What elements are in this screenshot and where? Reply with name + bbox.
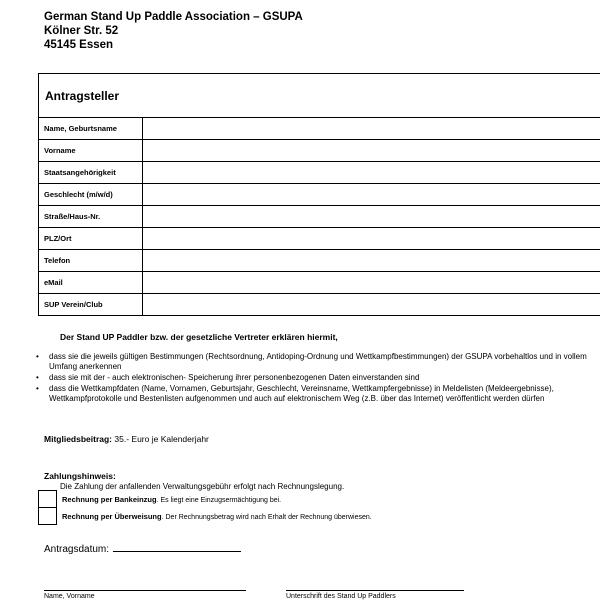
payment-option-transfer[interactable] [38, 507, 372, 525]
field-label: Straße/Haus-Nr. [39, 206, 143, 227]
transfer-desc: . Der Rechnungsbetrag wird nach Erhalt der Rechnung überwiesen. [161, 513, 372, 521]
form-row-phone [39, 250, 600, 272]
form-row-gender [39, 184, 600, 206]
declaration-list [36, 352, 588, 405]
org-street: Kölner Str. 52 [44, 25, 119, 37]
zip-city-field[interactable] [143, 228, 600, 249]
declaration-intro: Der Stand UP Paddler bzw. der gesetzliche Vertreter erklären hiermit, [60, 332, 338, 342]
transfer-checkbox[interactable] [38, 507, 57, 525]
name-signature-line[interactable] [44, 590, 246, 591]
nationality-field[interactable] [143, 162, 600, 183]
membership-fee [44, 434, 209, 444]
fee-value: 35.- Euro je Kalenderjahr [114, 434, 209, 444]
phone-field[interactable] [143, 250, 600, 271]
paddler-signature-line[interactable] [286, 590, 464, 591]
list-item: • dass sie die jeweils gültigen Bestimmungen (Rechtsordnung, Antidoping-Ordnung und Wettkampfbestimmungen) der GSUPA vorbehaltlos und in vollem Umfang anerkennen [36, 352, 588, 372]
street-field[interactable] [143, 206, 600, 227]
field-label: Staatsangehörigkeit [39, 162, 143, 183]
field-label: Telefon [39, 250, 143, 271]
form-row-club [39, 294, 600, 315]
field-label: Name, Geburtsname [39, 118, 143, 139]
payment-option-debit[interactable] [38, 490, 281, 508]
applicant-form [38, 73, 600, 316]
date-field[interactable] [113, 551, 241, 552]
paddler-signature-label: Unterschrift des Stand Up Paddlers [286, 593, 396, 600]
payment-title: Zahlungshinweis: [44, 471, 116, 481]
form-row-name [39, 118, 600, 140]
field-label: SUP Verein/Club [39, 294, 143, 315]
list-item: • dass sie mit der - auch elektronischen- Speicherung ihrer personenbezogenen Daten einverstanden sind [36, 373, 588, 383]
form-row-street [39, 206, 600, 228]
firstname-field[interactable] [143, 140, 600, 161]
form-row-email [39, 272, 600, 294]
debit-label: Rechnung per Bankeinzug [62, 494, 157, 504]
application-date [44, 544, 241, 555]
form-row-zip-city [39, 228, 600, 250]
letterhead [44, 10, 303, 52]
club-field[interactable] [143, 294, 600, 315]
payment-note: Die Zahlung der anfallenden Verwaltungsgebühr erfolgt nach Rechnungslegung. [60, 482, 345, 491]
gender-field[interactable] [143, 184, 600, 205]
form-row-firstname [39, 140, 600, 162]
name-signature-label: Name, Vorname [44, 593, 95, 600]
field-label: Geschlecht (m/w/d) [39, 184, 143, 205]
fee-label: Mitgliedsbeitrag: [44, 434, 113, 444]
email-field[interactable] [143, 272, 600, 293]
org-name: German Stand Up Paddle Association – GSUPA [44, 11, 303, 23]
debit-desc: . Es liegt eine Einzugsermächtigung bei. [156, 496, 282, 504]
field-label: PLZ/Ort [39, 228, 143, 249]
form-title: Antragsteller [39, 74, 600, 118]
form-row-nationality [39, 162, 600, 184]
debit-checkbox[interactable] [38, 490, 57, 508]
list-item: • dass die Wettkampfdaten (Name, Vornamen, Geburtsjahr, Geschlecht, Vereinsname, Wettkampfergebnisse) in Meldelisten (Meldeergebnisse), Wettkampfprotokolle und Bestenlisten aufgenommen und auch auf elektronischem Weg (z.B. über das Internet) veröffentlicht werden dürfen [36, 384, 588, 404]
name-field[interactable] [143, 118, 600, 139]
transfer-label: Rechnung per Überweisung [62, 511, 162, 521]
field-label: eMail [39, 272, 143, 293]
field-label: Vorname [39, 140, 143, 161]
org-city: 45145 Essen [44, 39, 114, 51]
date-label: Antragsdatum: [44, 544, 110, 555]
